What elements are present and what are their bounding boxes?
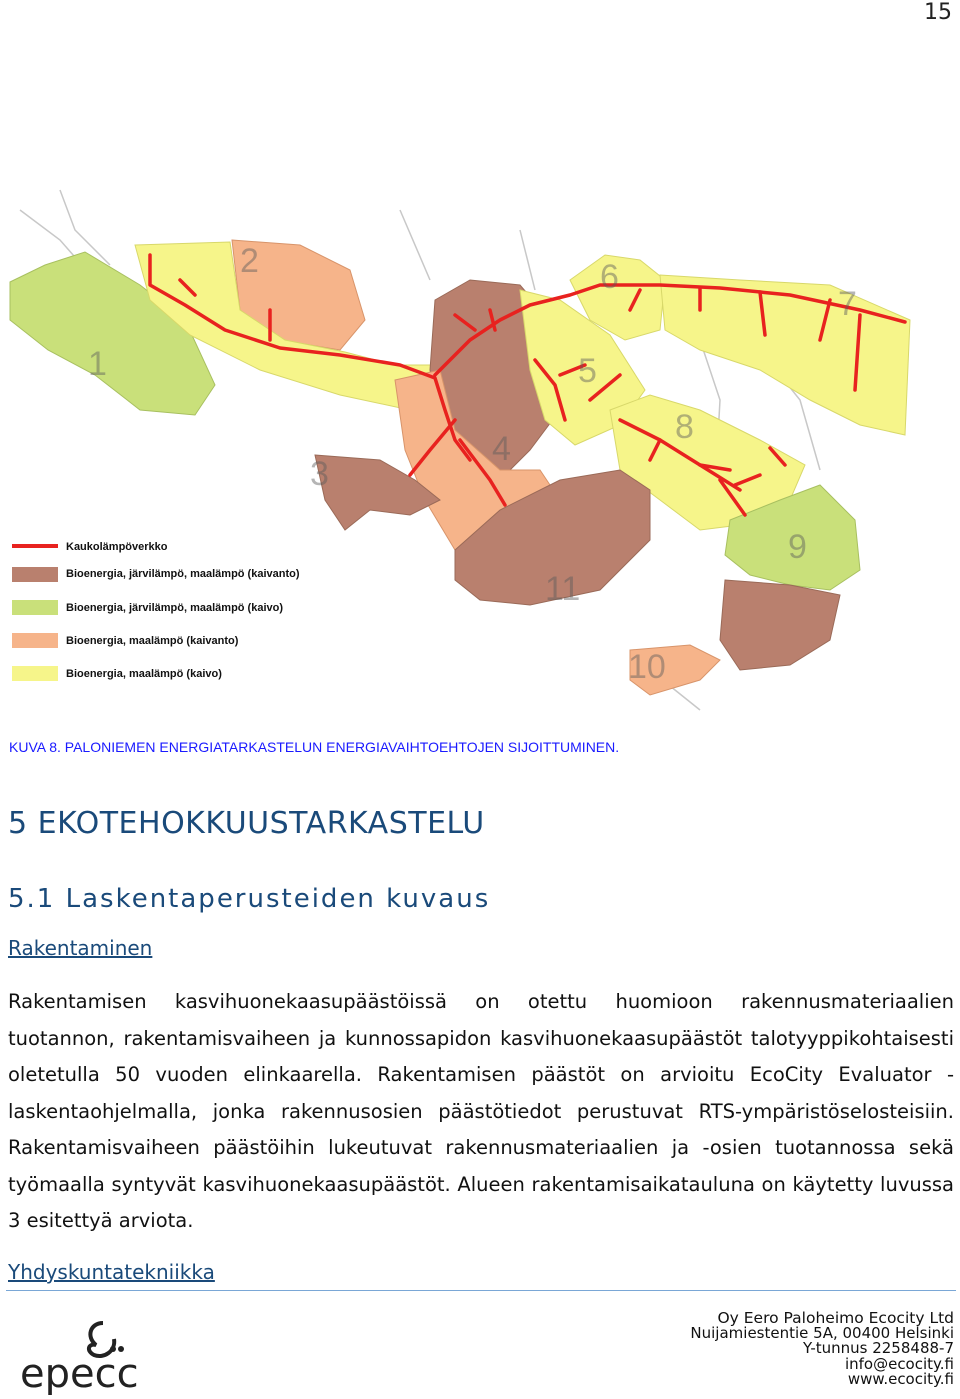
business-id: Y-tunnus 2258488-7 xyxy=(802,1339,954,1358)
company-info xyxy=(690,1311,954,1387)
energy-map xyxy=(0,170,960,730)
area-number-8: 8 xyxy=(675,408,694,446)
legend-label: Bioenergia, maalämpö (kaivo) xyxy=(66,668,222,680)
area-number-5: 5 xyxy=(578,352,597,390)
legend-swatch-brown xyxy=(12,567,58,582)
legend-swatch-green xyxy=(12,600,58,615)
map-legend xyxy=(12,541,300,681)
body-paragraph: Rakentamisen kasvihuonekaasupäästöissä on otettu huomioon rakennusmateriaalien tuotannon, rakentamisvaiheen ja kunnossapidon kasvihuonekaasupäästöt talotyyppikohtaisesti oletetulla 50 vuoden elinkaarella. Rakentamisen päästöt on arvioitu EcoCity Evaluator -laskentaohjelmalla, jonka rakennusosien päästötiedot perustuvat RTS-ympäristöselosteisiin. Rakentamisvaiheen päästöihin lukeutuvat rakennusmateriaalien ja -osien tuotannossa sekä työmaalla syntyvät kasvihuonekaasupäästöt. Alueen rakentamisaikatauluna on käytetty luvussa 3 esitettyä arviota. xyxy=(8,990,954,1232)
epecc-logo xyxy=(18,1315,148,1395)
legend-swatch-yellow xyxy=(12,666,58,681)
area-number-2: 2 xyxy=(240,242,259,280)
area-number-7: 7 xyxy=(838,285,857,323)
figure-caption: KUVA 8. PALONIEMEN ENERGIATARKASTELUN ENERGIAVAIHTOEHTOJEN SIJOITTUMINEN. xyxy=(9,739,620,755)
logo-text: epecc xyxy=(20,1351,139,1395)
area-number-3: 3 xyxy=(310,455,329,493)
section-heading: 5 EKOTEHOKKUUSTARKASTELU xyxy=(8,806,485,841)
company-email[interactable]: info@ecocity.fi xyxy=(844,1354,954,1373)
area-9-brown xyxy=(720,580,840,670)
legend-label: Bioenergia, maalämpö (kaivanto) xyxy=(66,635,239,647)
company-website[interactable]: www.ecocity.fi xyxy=(847,1369,954,1388)
footer-divider xyxy=(6,1290,956,1291)
area-number-1: 1 xyxy=(88,345,107,383)
page-number: 15 xyxy=(924,0,952,25)
company-name: Oy Eero Paloheimo Ecocity Ltd xyxy=(717,1309,954,1327)
area-number-10: 10 xyxy=(628,648,666,686)
area-number-9: 9 xyxy=(788,528,807,566)
legend-swatch-orange xyxy=(12,633,58,648)
area-number-11: 11 xyxy=(545,570,581,608)
area-number-6: 6 xyxy=(600,258,619,296)
topic-heading-rakentaminen: Rakentaminen xyxy=(8,936,153,960)
subsection-heading: 5.1 Laskentaperusteiden kuvaus xyxy=(8,884,491,914)
legend-label: Bioenergia, järvilämpö, maalämpö (kaivo) xyxy=(66,602,284,614)
topic-heading-yhdyskuntatekniikka: Yhdyskuntatekniikka xyxy=(8,1260,215,1284)
legend-label: Kaukolämpöverkko xyxy=(66,541,168,553)
company-address: Nuijamiestentie 5A, 00400 Helsinki xyxy=(690,1324,954,1343)
legend-label: Bioenergia, järvilämpö, maalämpö (kaivanto) xyxy=(66,568,300,580)
area-number-4: 4 xyxy=(492,430,511,468)
